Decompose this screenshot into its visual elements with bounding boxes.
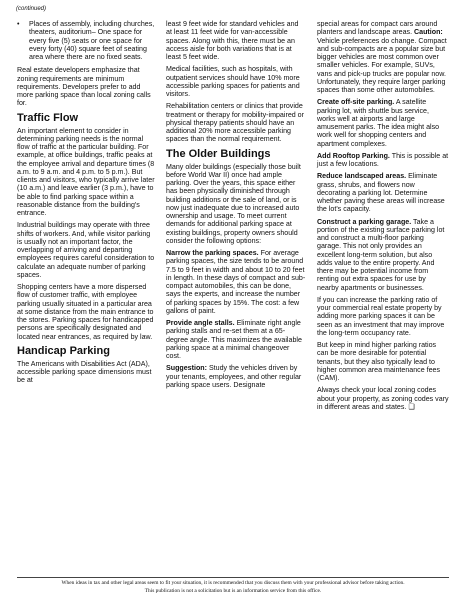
paragraph-ratio: If you can increase the parking ratio of your commercial real estate property by adding more parking spaces it can be seen as an investment that may improve the long-term occupancy rate.	[317, 295, 445, 337]
end-mark-icon: ❑	[406, 402, 415, 411]
option-narrow	[166, 249, 306, 315]
option-angle	[166, 319, 306, 360]
suggestion-title: Suggestion:	[166, 364, 207, 373]
continued-label: (continued)	[16, 6, 47, 12]
option-angle-text: Eliminate right angle parking stalls and re-set them at a 65-degree angle. This maximizes the available parking space at a minimal changeover cost.	[166, 319, 302, 360]
footer-disclaimer: When ideas in tax and other legal areas seem to fit your situation, it is recommended that you discuss them with your professional advisor before taking action.	[61, 580, 405, 586]
option-angle-title: Provide angle stalls.	[166, 319, 235, 327]
option-narrow-text: For average parking spaces, the size tends to be around 7.5 to 9 feet in width and about 10 to 20 feet in length. In these days of compact and sub-compact automobiles, this can be done, says the experts, and increase the number of parking spaces by 15%. The cost: a few gallons of paint.	[166, 249, 306, 315]
option-garage-text: Take a portion of the existing surface parking lot and construct a multi-floor parking garage. This not only provides an excellent long-term solution, but also adds value to the entire property. And there may be potential income from renting out extra spaces for use by nearby apartments or businesses.	[317, 217, 445, 292]
heading-handicap-parking: Handicap Parking	[17, 344, 110, 357]
option-narrow-title: Narrow the parking spaces.	[166, 249, 259, 257]
option-rooftop	[317, 152, 449, 169]
option-landscape	[317, 172, 449, 213]
paragraph-traffic-office: An important element to consider in determining parking needs is the normal flow of traffic at the particular building. For example, at office buildings, traffic peaks at the employee arrival and departure times (8 a.m. to 9 a.m. and 4 p.m. to 5 p.m.). But clients and visitors, who typically arrive later (10 a.m.) and leave earlier (3 p.m.), have to be able to find parking space within a reasonable distance from the building's entrance.	[17, 126, 155, 217]
suggestion	[166, 364, 306, 389]
option-garage	[317, 218, 449, 292]
check-text: Always check your local zoning codes about your property, as zoning codes vary in different areas and states.	[317, 386, 449, 411]
option-landscape-text: Eliminate grass, shrubs, and flowers now decorating a parking lot. Determine whether paving these areas will increase the lot's capacity.	[317, 172, 445, 214]
assembly-requirement: Places of assembly, including churches, theaters, auditorium– One space for every five (5) seats or one space for every forty (40) square feet of seating area where there are no fixed seats.	[29, 20, 155, 61]
paragraph-ada-continued: least 9 feet wide for standard vehicles and at least 11 feet wide for van-accessible spaces. Along with this, there must be an access aisle for both variations that is at least 5 feet wide.	[166, 20, 299, 61]
column-3	[317, 20, 449, 415]
option-garage-title: Construct a parking garage.	[317, 217, 412, 226]
paragraph-handicap: The Americans with Disabilities Act (ADA), accessible parking space dimensions must be at	[17, 359, 152, 385]
footer-divider	[17, 577, 449, 578]
paragraph-traffic-industrial: Industrial buildings may operate with three shifts of workers. And, while visitor parking is usually not an important factor, the overlapping of arriving and departing employees requires careful consideration to calculate an adequate number of parking spaces.	[17, 221, 155, 279]
paragraph-older: Many older buildings (especially those built before World War II) once had ample parking. Over the years, this space either has been physically diminished through building additions or the sale of land, or is now just inadequate due to increased auto ownership and usage. To meet current demands for additional parking space at existing buildings, property owners should consider the following options:	[166, 162, 301, 245]
paragraph-check	[317, 386, 449, 411]
column-1	[17, 20, 155, 389]
column-2	[166, 20, 306, 393]
caution-title: Caution:	[412, 28, 443, 37]
caution-text: Vehicle preferences do change. Compact and sub-compacts are a popular size but bigger vehicles are most common over smaller vehicles. For example, SUVs, vans and pick-up trucks are popular now. Unfortunately, they require larger parking spaces than some other automobiles.	[317, 36, 447, 94]
option-offsite-title: Create off-site parking.	[317, 98, 395, 107]
option-offsite-text: A satellite parking lot, with shuttle bus service, works well at airports and large amusement parks. The idea might also work well for shopping centers and apartment complexes.	[317, 98, 440, 148]
paragraph-rehab: Rehabilitation centers or clinics that provide treatment or therapy for mobility-impaired or physical therapy patients should have an additional 20% more accessible parking spaces than the normal requirement.	[166, 102, 304, 144]
suggestion-text: Study the vehicles driven by your tenants, employees, and other regular parking space users. Designate	[166, 364, 302, 389]
bullet-marker: •	[17, 20, 20, 28]
option-rooftop-text: This is possible at just a few locations.	[317, 151, 449, 168]
option-landscape-title: Reduce landscaped areas.	[317, 172, 407, 181]
paragraph-compact	[317, 20, 449, 94]
paragraph-mind: But keep in mind higher parking ratios can be more desirable for potential tenants, but they also typically lead to higher common area maintenance fees (CAM).	[317, 341, 441, 382]
footer-notice: This publication is not a solicitation but is an information service from this office.	[144, 588, 322, 594]
option-offsite	[317, 98, 449, 148]
paragraph-intro: Real estate developers emphasize that zoning requirements are minimum requirements. Developers prefer to add more parking space than local zoning calls for.	[17, 66, 151, 108]
paragraph-medical: Medical facilities, such as hospitals, with outpatient services should have 10% more accessible parking spaces for patients and visitors.	[166, 65, 300, 98]
compact-text: special areas for compact cars around planters and landscape areas.	[317, 20, 438, 37]
heading-traffic-flow: Traffic Flow	[17, 111, 79, 124]
paragraph-traffic-shopping: Shopping centers have a more dispersed flow of customer traffic, with employee parking usually situated in a particular area at some distance from the main entrance to the stores. Parking spaces for handicapped persons are specifically designated and located near entrances, as required by law.	[17, 283, 154, 341]
option-rooftop-title: Add Rooftop Parking.	[317, 151, 390, 160]
list-item	[17, 20, 155, 61]
heading-older-buildings: The Older Buildings	[166, 147, 271, 160]
